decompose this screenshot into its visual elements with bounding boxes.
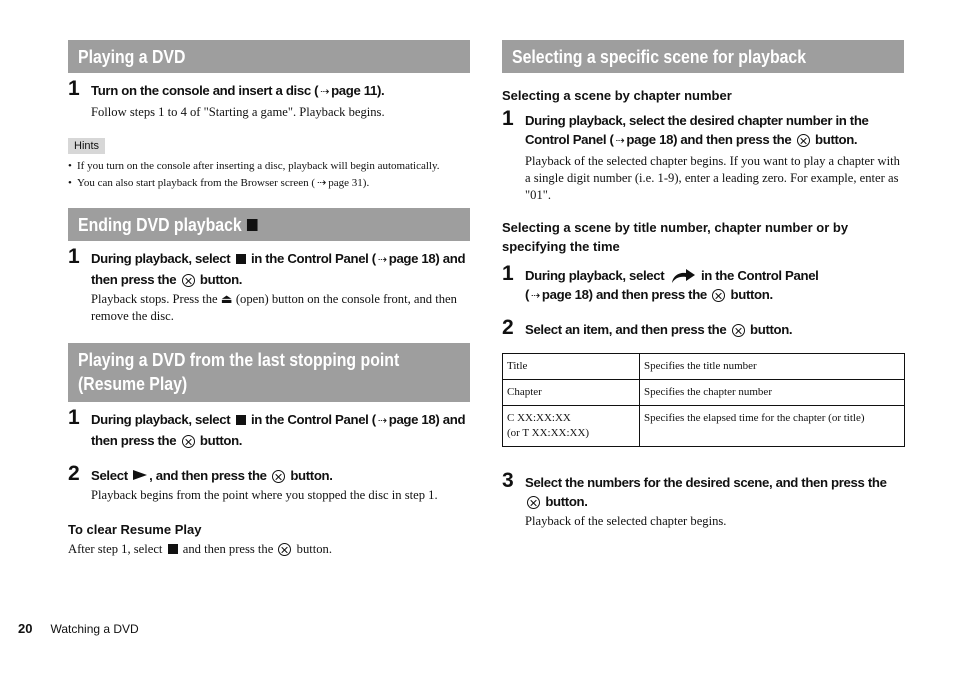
hints-list (68, 158, 470, 192)
footer-section-name: Watching a DVD (50, 622, 139, 636)
step-title: During playback, select in the Control Panel ( ⇢ page 18) and then press the button. (525, 268, 819, 302)
title-step-1 (502, 262, 904, 306)
stop-icon (236, 415, 246, 425)
title-select-heading: Selecting a scene by title number, chapter number or by specifying the time (502, 220, 849, 254)
table-cell-desc: Specifies the elapsed time for the chapter (or title) (640, 406, 905, 447)
page-ref-arrow-icon: ⇢ (320, 86, 330, 98)
step-number: 3 (502, 469, 514, 492)
step-body: Playback begins from the point where you stopped the disc in step 1. (91, 488, 438, 502)
clear-resume-text: After step 1, select and then press the button. (68, 542, 332, 556)
page-ref-arrow-icon: ⇢ (317, 177, 327, 189)
hint-item: • If you turn on the console after inserting a disc, playback will begin automatically. (68, 158, 470, 175)
step-title: Select the numbers for the desired scene, and then press the button. (525, 475, 887, 509)
title-step-3 (502, 469, 904, 530)
step-title: Turn on the console and insert a disc ( ⇢ page 11). (91, 83, 385, 98)
table-row (503, 406, 905, 447)
table-row (503, 380, 905, 406)
section-header-ending-playback: Ending DVD playback (68, 208, 470, 241)
table-cell-desc: Specifies the title number (640, 354, 905, 380)
right-column (502, 40, 904, 530)
cross-button-icon (527, 496, 540, 509)
page-ref-arrow-icon: ⇢ (531, 290, 540, 302)
table-cell-item: C XX:XX:XX (or T XX:XX:XX) (503, 406, 640, 447)
page-ref-arrow-icon: ⇢ (377, 254, 387, 266)
resume-step-1 (68, 406, 470, 450)
clear-resume-block (68, 520, 470, 558)
left-column (68, 40, 470, 558)
cross-button-icon (732, 324, 745, 337)
step-number: 1 (68, 406, 80, 429)
cross-button-icon (182, 274, 195, 287)
step-number: 2 (502, 316, 514, 339)
play-icon (133, 470, 147, 480)
step-body: Follow steps 1 to 4 of "Starting a game". Playback begins. (91, 105, 385, 119)
page-ref-arrow-icon: ⇢ (377, 415, 387, 427)
table-cell-item: Title (503, 354, 640, 380)
options-table (502, 353, 905, 447)
ending-step-1 (68, 245, 470, 325)
step-body: Playback stops. Press the ⏏ (open) button on the console front, and then remove the disc. (91, 292, 457, 323)
chapter-heading: Selecting a scene by chapter number (502, 88, 732, 103)
title-step-2 (502, 316, 904, 339)
resume-step-2 (68, 462, 470, 504)
eject-icon: ⏏ (220, 292, 233, 306)
stop-icon (247, 219, 258, 231)
cross-button-icon (797, 134, 810, 147)
step-title: During playback, select the desired chapter number in the Control Panel ( ⇢ page 18) and then press the button. (525, 113, 869, 147)
playing-step-1 (68, 77, 470, 121)
table-cell-desc: Specifies the chapter number (640, 380, 905, 406)
hints-label: Hints (68, 138, 105, 154)
chapter-step-1 (502, 107, 904, 204)
stop-icon (168, 544, 178, 554)
step-title: Select an item, and then press the button. (525, 322, 793, 337)
cross-button-icon (712, 289, 725, 302)
step-title: Select , and then press the button. (91, 468, 333, 483)
clear-resume-heading: To clear Resume Play (68, 522, 202, 537)
page-number: 20 (18, 621, 33, 636)
section-header-select-scene: Selecting a specific scene for playback (502, 40, 904, 73)
hint-item: • You can also start playback from the Browser screen ( ⇢ page 31). (68, 175, 470, 192)
hints-block (68, 136, 470, 192)
table-row (503, 354, 905, 380)
jump-arrow-icon (670, 268, 696, 284)
cross-button-icon (278, 543, 291, 556)
section-header-resume-play: Playing a DVD from the last stopping point (Resume Play) (68, 343, 470, 402)
stop-icon (236, 254, 246, 264)
step-number: 1 (68, 245, 80, 268)
cross-button-icon (272, 470, 285, 483)
step-title: During playback, select in the Control Panel ( ⇢ page 18) and then press the button. (91, 251, 466, 287)
step-body: Playback of the selected chapter begins. If you want to play a chapter with a single digit number (i.e. 1-9), enter a leading zero. For example, enter as "01". (525, 154, 900, 202)
page-ref-arrow-icon: ⇢ (615, 135, 625, 147)
step-number: 1 (502, 262, 514, 285)
step-title: During playback, select in the Control Panel ( ⇢ page 18) and then press the button. (91, 412, 466, 448)
step-number: 1 (68, 77, 80, 100)
step-number: 2 (68, 462, 80, 485)
section-header-playing-dvd: Playing a DVD (68, 40, 470, 73)
step-number: 1 (502, 107, 514, 130)
page-footer (18, 620, 139, 638)
step-body: Playback of the selected chapter begins. (525, 514, 727, 528)
cross-button-icon (182, 435, 195, 448)
table-cell-item: Chapter (503, 380, 640, 406)
